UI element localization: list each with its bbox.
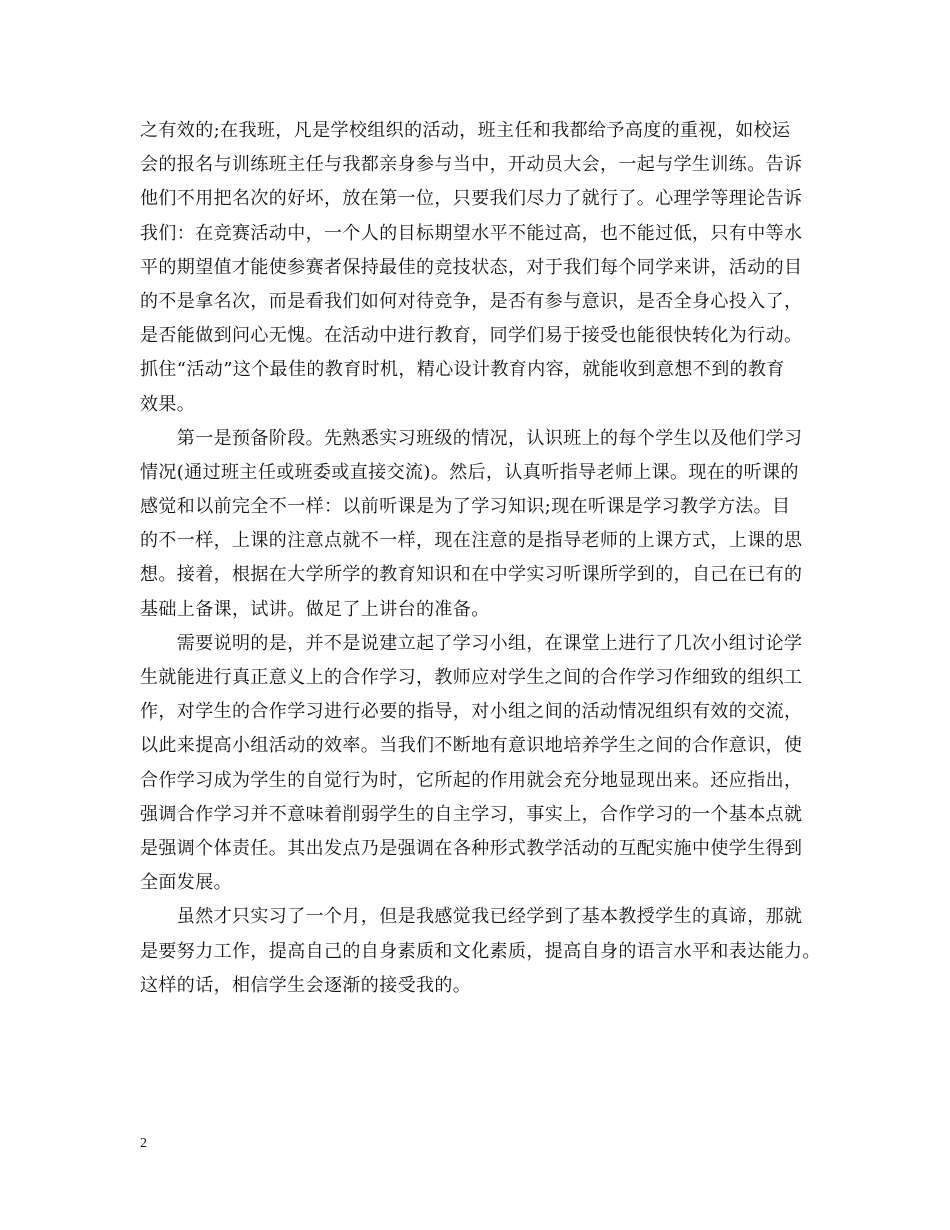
text-line: 之有效的;在我班，凡是学校组织的活动，班主任和我都给予高度的重视，如校运 <box>140 120 791 141</box>
text-line: 虽然才只实习了一个月，但是我感觉我已经学到了基本教授学生的真谛，那就 <box>140 906 803 928</box>
text-line: 他们不用把名次的好坏，放在第一位，只要我们尽力了就行了。心理学等理论告诉 <box>140 188 803 210</box>
text-line: 平的期望值才能使参赛者保持最佳的竞技状态，对于我们每个同学来讲，活动的目 <box>140 256 803 278</box>
text-line: 生就能进行真正意义上的合作学习，教师应对学生之间的合作学习作细致的组织工 <box>140 667 803 688</box>
text-line: 效果。 <box>140 393 196 415</box>
text-line: 需要说明的是，并不是说建立起了学习小组，在课堂上进行了几次小组讨论学 <box>140 632 803 654</box>
text-line: 是否能做到问心无愧。在活动中进行教育，同学们易于接受也能很快转化为行动。 <box>140 325 803 347</box>
text-line: 情况(通过班主任或班委或直接交流)。然后，认真听指导老师上课。现在的听课的 <box>140 461 799 483</box>
page-number: 2 <box>140 1136 147 1151</box>
text-line: 这样的话，相信学生会逐渐的接受我的。 <box>140 974 472 996</box>
text-line: 以此来提高小组活动的效率。当我们不断地有意识地培养学生之间的合作意识，使 <box>140 735 803 757</box>
text-line: 的不一样，上课的注意点就不一样，现在注意的是指导老师的上课方式，上课的思 <box>140 530 803 552</box>
text-line: 合作学习成为学生的自觉行为时，它所起的作用就会充分地显现出来。还应指出， <box>140 769 803 791</box>
body-text <box>140 114 824 1003</box>
text-line: 会的报名与训练班主任与我都亲身参与当中，开动员大会，一起与学生训练。告诉 <box>140 154 803 176</box>
text-line: 的不是拿名次，而是看我们如何对待竞争，是否有参与意识，是否全身心投入了， <box>140 290 803 312</box>
text-line: 基础上备课，试讲。做足了上讲台的准备。 <box>140 598 490 620</box>
text-line: 是强调个体责任。其出发点乃是强调在各种形式教学活动的互配实施中使学生得到 <box>140 837 803 859</box>
text-line: 感觉和以前完全不一样：以前听课是为了学习知识;现在听课是学习教学方法。目 <box>140 496 791 518</box>
text-line: 全面发展。 <box>140 872 232 894</box>
text-line: 强调合作学习并不意味着削弱学生的自主学习，事实上，合作学习的一个基本点就 <box>140 803 803 825</box>
text-line: 抓住“活动”这个最佳的教育时机，精心设计教育内容，就能收到意想不到的教育 <box>140 359 785 381</box>
text-line: 我们：在竞赛活动中，一个人的目标期望水平不能过高，也不能过低，只有中等水 <box>140 222 803 244</box>
text-line: 作，对学生的合作学习进行必要的指导，对小组之间的活动情况组织有效的交流， <box>140 701 803 723</box>
text-line: 想。接着，根据在大学所学的教育知识和在中学实习听课所学到的，自己在已有的 <box>140 564 803 586</box>
text-line: 第一是预备阶段。先熟悉实习班级的情况，认识班上的每个学生以及他们学习 <box>140 427 803 449</box>
text-line: 是要努力工作，提高自己的自身素质和文化素质，提高自身的语言水平和表达能力。 <box>140 940 821 962</box>
